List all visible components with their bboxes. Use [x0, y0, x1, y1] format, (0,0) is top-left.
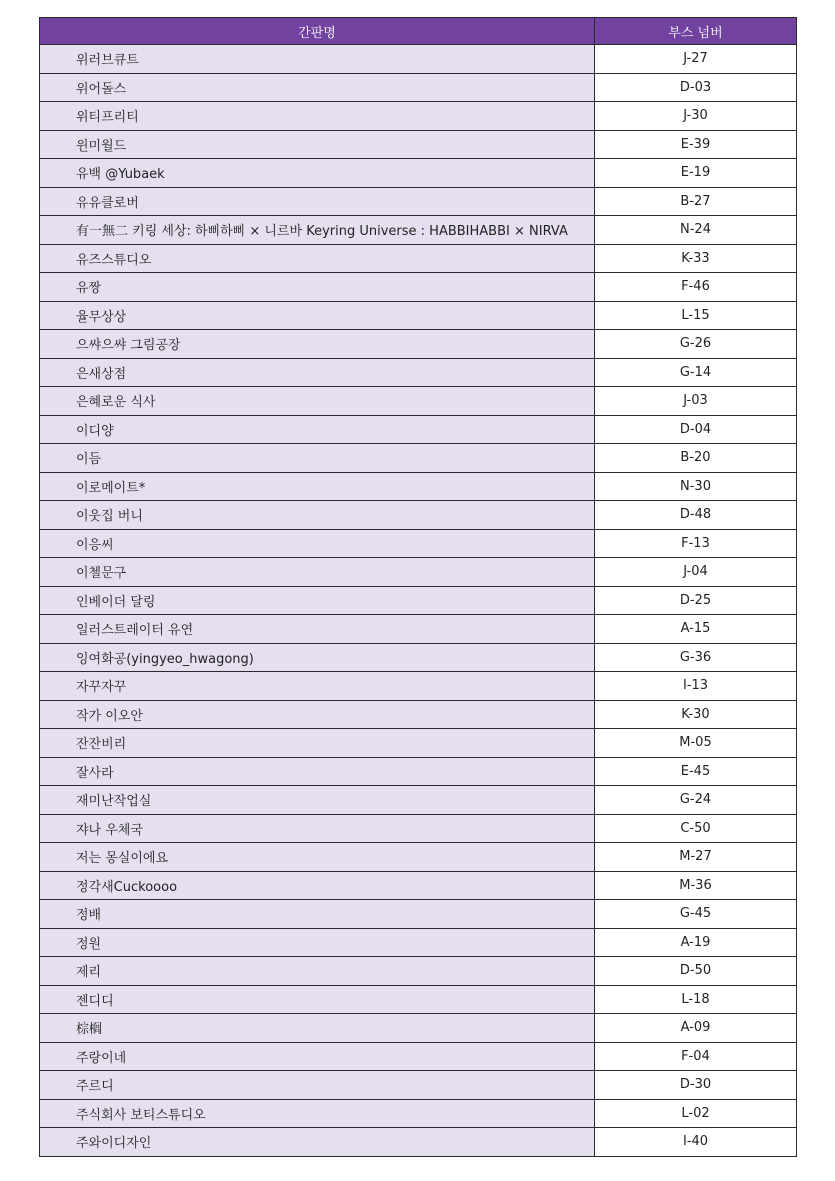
table-row	[40, 273, 797, 302]
table-row	[40, 1014, 797, 1043]
signboard-name-cell: 이디양	[40, 415, 595, 444]
booth-number-cell: J-04	[595, 558, 797, 587]
booth-number-cell: E-19	[595, 159, 797, 188]
signboard-name-cell: 위어돌스	[40, 73, 595, 102]
signboard-name-cell: 자꾸자꾸	[40, 672, 595, 701]
signboard-name-cell: 주랑이네	[40, 1042, 595, 1071]
table-row	[40, 244, 797, 273]
signboard-name-cell: 은새상점	[40, 358, 595, 387]
signboard-name-cell: 일러스트레이터 유연	[40, 615, 595, 644]
signboard-name-cell: 유유클로버	[40, 187, 595, 216]
booth-number-cell: L-15	[595, 301, 797, 330]
table-row	[40, 957, 797, 986]
table-row	[40, 1071, 797, 1100]
table-row	[40, 786, 797, 815]
table-row	[40, 643, 797, 672]
signboard-name-cell: 주르디	[40, 1071, 595, 1100]
signboard-name-cell: 위티프리티	[40, 102, 595, 131]
signboard-name-cell: 有一無二 키링 세상: 하삐하삐 × 니르바 Keyring Universe : HABBIHABBI × NIRVA	[40, 216, 595, 245]
table-header-row	[40, 18, 797, 45]
table-body	[40, 45, 797, 1157]
booth-number-cell: D-04	[595, 415, 797, 444]
table-row	[40, 1128, 797, 1157]
signboard-name-cell: 이첼문구	[40, 558, 595, 587]
booth-number-cell: C-50	[595, 814, 797, 843]
header-booth-number: 부스 넘버	[595, 18, 797, 45]
signboard-name-cell: 정배	[40, 900, 595, 929]
booth-number-cell: F-46	[595, 273, 797, 302]
booth-number-cell: B-20	[595, 444, 797, 473]
signboard-name-cell: 윈미월드	[40, 130, 595, 159]
signboard-name-cell: 제리	[40, 957, 595, 986]
signboard-name-cell: 쟈나 우체국	[40, 814, 595, 843]
signboard-name-cell: 은혜로운 식사	[40, 387, 595, 416]
booth-number-cell: D-50	[595, 957, 797, 986]
table-row	[40, 387, 797, 416]
table-row	[40, 45, 797, 74]
booth-number-cell: N-30	[595, 472, 797, 501]
table-row	[40, 444, 797, 473]
signboard-name-cell: 율무상상	[40, 301, 595, 330]
table-row	[40, 928, 797, 957]
table-row	[40, 330, 797, 359]
booth-number-cell: D-48	[595, 501, 797, 530]
booth-number-cell: M-36	[595, 871, 797, 900]
table-row	[40, 700, 797, 729]
booth-number-cell: F-13	[595, 529, 797, 558]
booth-number-cell: I-40	[595, 1128, 797, 1157]
table-row	[40, 301, 797, 330]
table-row	[40, 358, 797, 387]
booth-number-cell: N-24	[595, 216, 797, 245]
table-row	[40, 672, 797, 701]
header-signboard-name: 간판명	[40, 18, 595, 45]
table-row	[40, 102, 797, 131]
booth-number-cell: A-09	[595, 1014, 797, 1043]
table-row	[40, 757, 797, 786]
table-row	[40, 985, 797, 1014]
booth-number-cell: M-27	[595, 843, 797, 872]
booth-number-cell: G-26	[595, 330, 797, 359]
table-row	[40, 415, 797, 444]
signboard-name-cell: 재미난작업실	[40, 786, 595, 815]
booth-number-cell: B-27	[595, 187, 797, 216]
table-row	[40, 558, 797, 587]
booth-number-cell: A-19	[595, 928, 797, 957]
booth-number-cell: J-03	[595, 387, 797, 416]
booth-number-cell: D-30	[595, 1071, 797, 1100]
signboard-name-cell: 이로메이트*	[40, 472, 595, 501]
signboard-name-cell: 유즈스튜디오	[40, 244, 595, 273]
booth-number-cell: G-14	[595, 358, 797, 387]
table-row	[40, 871, 797, 900]
signboard-name-cell: 이듬	[40, 444, 595, 473]
booth-number-cell: D-25	[595, 586, 797, 615]
table-row	[40, 1099, 797, 1128]
signboard-name-cell: 유백 @Yubaek	[40, 159, 595, 188]
booth-number-cell: I-13	[595, 672, 797, 701]
table-row	[40, 586, 797, 615]
booth-number-cell: L-02	[595, 1099, 797, 1128]
booth-number-cell: M-05	[595, 729, 797, 758]
booth-number-cell: D-03	[595, 73, 797, 102]
booth-number-cell: K-30	[595, 700, 797, 729]
signboard-name-cell: 이웃집 버니	[40, 501, 595, 530]
table-row	[40, 729, 797, 758]
signboard-name-cell: 주와이디자인	[40, 1128, 595, 1157]
signboard-name-cell: 棕榈	[40, 1014, 595, 1043]
booth-number-cell: F-04	[595, 1042, 797, 1071]
table-row	[40, 900, 797, 929]
signboard-name-cell: 작가 이오안	[40, 700, 595, 729]
table-row	[40, 501, 797, 530]
booth-number-cell: E-39	[595, 130, 797, 159]
booth-number-cell: G-24	[595, 786, 797, 815]
signboard-name-cell: 저는 몽실이에요	[40, 843, 595, 872]
signboard-name-cell: 유짱	[40, 273, 595, 302]
signboard-name-cell: 잔잔비리	[40, 729, 595, 758]
booth-number-cell: J-27	[595, 45, 797, 74]
table-row	[40, 843, 797, 872]
booth-number-cell: K-33	[595, 244, 797, 273]
signboard-name-cell: 잉여화공(yingyeo_hwagong)	[40, 643, 595, 672]
signboard-name-cell: 잘사라	[40, 757, 595, 786]
booth-table	[39, 17, 797, 1157]
signboard-name-cell: 주식회사 보티스튜디오	[40, 1099, 595, 1128]
table-row	[40, 159, 797, 188]
table-row	[40, 529, 797, 558]
table-row	[40, 73, 797, 102]
booth-number-cell: A-15	[595, 615, 797, 644]
table-row	[40, 187, 797, 216]
booth-list-sheet	[39, 17, 796, 1157]
signboard-name-cell: 정각새Cuckoooo	[40, 871, 595, 900]
signboard-name-cell: 젠디디	[40, 985, 595, 1014]
booth-number-cell: E-45	[595, 757, 797, 786]
signboard-name-cell: 위러브큐트	[40, 45, 595, 74]
booth-number-cell: L-18	[595, 985, 797, 1014]
booth-number-cell: J-30	[595, 102, 797, 131]
booth-number-cell: G-45	[595, 900, 797, 929]
table-row	[40, 216, 797, 245]
table-row	[40, 814, 797, 843]
table-row	[40, 130, 797, 159]
booth-number-cell: G-36	[595, 643, 797, 672]
signboard-name-cell: 정원	[40, 928, 595, 957]
signboard-name-cell: 으쌰으쌰 그림공장	[40, 330, 595, 359]
table-row	[40, 472, 797, 501]
signboard-name-cell: 이응씨	[40, 529, 595, 558]
table-row	[40, 1042, 797, 1071]
signboard-name-cell: 인베이더 달링	[40, 586, 595, 615]
table-row	[40, 615, 797, 644]
